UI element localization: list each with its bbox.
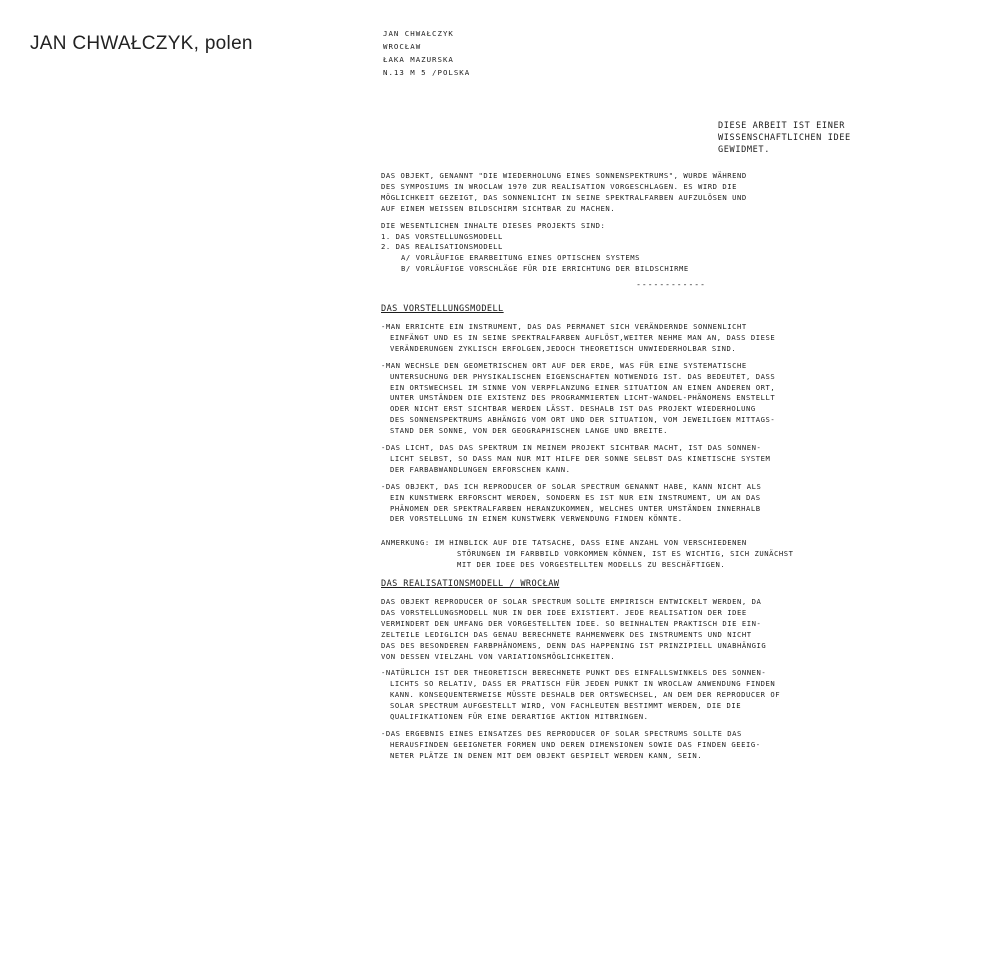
section-heading-realisationsmodell: DAS REALISATIONSMODELL / WROCŁAW — [381, 579, 560, 590]
text-line: LICHT SELBST, SO DASS MAN NUR MIT HILFE DER SONNE SELBST DAS KINETISCHE SYSTEM — [390, 453, 771, 463]
text-line: VERMINDERT DEN UMFANG DER VORGESTELLTEN IDEE. SO BEINHALTEN PRAKTISCH DIE EIN- — [381, 618, 762, 628]
text-line: -DAS LICHT, DAS DAS SPEKTRUM IN MEINEM PROJEKT SICHTBAR MACHT, IST DAS SONNEN- — [381, 443, 762, 453]
sender-address — [383, 27, 470, 79]
address-line: JAN CHWAŁCZYK — [383, 29, 454, 38]
text-line: -DAS OBJEKT, DAS ICH REPRODUCER OF SOLAR SPECTRUM GENANNT HABE, KANN NICHT ALS — [381, 481, 762, 491]
address-line: N.13 M 5 /POLSKA — [383, 68, 471, 77]
text-line: -MAN WECHSLE DEN GEOMETRISCHEN ORT AUF DER ERDE, WAS FÜR EINE SYSTEMATISCHE — [381, 360, 747, 370]
paragraph — [381, 597, 961, 662]
text-line: DES SYMPOSIUMS IN WROCLAW 1970 ZUR REALISATION VORGESCHLAGEN. ES WIRD DIE — [381, 181, 738, 191]
paragraph — [381, 482, 961, 526]
paragraph — [381, 729, 961, 762]
text-line: DES SONNENSPEKTRUMS ABHÄNGIG VOM ORT UND DER SITUATION, VOM JEWEILIGEN MITTAGS- — [390, 415, 776, 425]
paragraph — [381, 668, 961, 723]
text-line: NETER PLÄTZE IN DENEN MIT DEM OBJEKT GESPIELT WERDEN KANN, SEIN. — [390, 750, 703, 760]
list-subitem: A/ VORLÄUFIGE ERARBEITUNG EINES OPTISCHEN SYSTEMS — [401, 253, 640, 263]
document-body — [381, 171, 961, 768]
paragraph — [381, 322, 961, 355]
text-line: LICHTS SO RELATIV, DASS ER PRATISCH FÜR JEDEN PUNKT IN WROCLAW ANWENDUNG FINDEN — [390, 679, 776, 689]
text-line: DAS DES BESONDEREN FARBPHÄNOMENS, DENN DAS HAPPENING IST PRINZIPIELL UNABHÄNGIG — [381, 640, 767, 650]
text-line: VERÄNDERUNGEN ZYKLISCH ERFOLGEN,JEDOCH THEORETISCH UNWIEDERHOLBAR SIND. — [390, 343, 737, 353]
text-line: ODER NICHT ERST SICHTBAR WERDEN LÄSST. DESHALB IST DAS PROJEKT WIEDERHOLUNG — [390, 404, 756, 414]
note-paragraph — [381, 538, 961, 571]
intro-paragraph — [381, 171, 961, 215]
address-line: WROCŁAW — [383, 42, 422, 51]
address-line: ŁAKA MAZURSKA — [383, 55, 454, 64]
text-line: QUALIFIKATIONEN FÜR EINE DERARTIGE AKTION MITBRINGEN. — [390, 712, 649, 722]
text-line: DAS VORSTELLUNGSMODELL NUR IN DER IDEE EXISTIERT. JEDE REALISATION DER IDEE — [381, 607, 747, 617]
list-item: 1. DAS VORSTELLUNGSMODELL — [381, 231, 503, 241]
text-line: DER FARBABWANDLUNGEN ERFORSCHEN KANN. — [390, 464, 571, 474]
contents-list — [381, 221, 961, 276]
text-line: DAS OBJEKT, GENANNT "DIE WIEDERHOLUNG EINES SONNENSPEKTRUMS", WURDE WÄHREND — [381, 171, 747, 180]
text-line: MÖGLICHKEIT GEZEIGT, DAS SONNENLICHT IN SEINE SPEKTRALFARBEN AUFZULÖSEN UND — [381, 192, 747, 202]
dedication — [718, 120, 851, 156]
text-line: ANMERKUNG: IM HINBLICK AUF DIE TATSACHE, DASS EINE ANZAHL VON VERSCHIEDENEN — [381, 538, 747, 548]
dedication-line: WISSENSCHAFTLICHEN IDEE — [718, 133, 851, 143]
list-item: 2. DAS REALISATIONSMODELL — [381, 242, 503, 252]
artist-heading: JAN CHWAŁCZYK, polen — [30, 33, 253, 54]
paragraph — [381, 361, 961, 437]
text-line: VON DESSEN VIELZAHL VON VARIATIONSMÖGLICHKEITEN. — [381, 651, 616, 661]
text-line: PHÄNOMEN DER SPEKTRALFARBEN HERANZUKOMMEN, WELCHES UNTER UMSTÄNDEN INNERHALB — [390, 503, 761, 513]
text-line: STÖRUNGEN IM FARBBILD VORKOMMEN KÖNNEN, IST ES WICHTIG, SICH ZUNÄCHST — [457, 549, 794, 559]
paragraph — [381, 443, 961, 476]
contents-heading: DIE WESENTLICHEN INHALTE DIESES PROJEKTS SIND: — [381, 220, 606, 230]
text-line: -DAS ERGEBNIS EINES EINSATZES DES REPRODUCER OF SOLAR SPECTRUMS SOLLTE DAS — [381, 728, 742, 738]
text-line: ZELTEILE LEDIGLICH DAS GENAU BERECHNETE RAHMENWERK DES INSTRUMENTS UND NICHT — [381, 629, 752, 639]
text-line: EIN ORTSWECHSEL IM SINNE VON VERPFLANZUNG EINER SITUATION AN EINEN ANDEREN ORT, — [390, 382, 776, 392]
dedication-line: DIESE ARBEIT IST EINER — [718, 121, 846, 131]
text-line: UNTERSUCHUNG DER PHYSIKALISCHEN EIGENSCHAFTEN NOTWENDIG IST. DAS BEDEUTET, DASS — [390, 371, 776, 381]
text-line: AUF EINEM WEISSEN BILDSCHIRM SICHTBAR ZU MACHEN. — [381, 203, 616, 213]
text-line: SOLAR SPECTRUM AUFGESTELLT WIRD, VON FACHLEUTEN BESTIMMT WERDEN, DIE DIE — [390, 701, 742, 711]
text-line: KANN. KONSEQUENTERWEISE MÜSSTE DESHALB DER ORTSWECHSEL, AN DEM DER REPRODUCER OF — [390, 690, 781, 700]
text-line: EIN KUNSTWERK ERFORSCHT WERDEN, SONDERN ES IST NUR EIN INSTRUMENT, UM AN DAS — [390, 492, 761, 502]
text-line: HERAUSFINDEN GEEIGNETER FORMEN UND DEREN DIMENSIONEN SOWIE DAS FINDEN GEEIG- — [390, 739, 761, 749]
section-heading-vorstellungsmodell: DAS VORSTELLUNGSMODELL — [381, 304, 504, 315]
text-line: DER VORSTELLUNG IN EINEM KUNSTWERK VERWENDUNG FINDEN KÖNNTE. — [390, 514, 683, 524]
separator-line: ------------ — [636, 280, 706, 290]
dedication-line: GEWIDMET. — [718, 145, 770, 155]
text-line: DAS OBJEKT REPRODUCER OF SOLAR SPECTRUM SOLLTE EMPIRISCH ENTWICKELT WERDEN, DA — [381, 597, 762, 606]
text-line: STAND DER SONNE, VON DER GEOGRAPHISCHEN LANGE UND BREITE. — [390, 426, 669, 436]
text-line: -MAN ERRICHTE EIN INSTRUMENT, DAS DAS PERMANET SICH VERÄNDERNDE SONNENLICHT — [381, 321, 747, 331]
text-line: -NATÜRLICH IST DER THEORETISCH BERECHNETE PUNKT DES EINFALLSWINKELS DES SONNEN- — [381, 668, 767, 678]
list-subitem: B/ VORLÄUFIGE VORSCHLÄGE FÜR DIE ERRICHTUNG DER BILDSCHIRME — [401, 264, 689, 274]
text-line: EINFÄNGT UND ES IN SEINE SPEKTRALFARBEN AUFLÖST,WEITER NEHME MAN AN, DASS DIESE — [390, 332, 776, 342]
text-line: MIT DER IDEE DES VORGESTELLTEN MODELLS ZU BESCHÄFTIGEN. — [457, 560, 726, 570]
text-line: UNTER UMSTÄNDEN DIE EXISTENZ DES PROGRAMMIERTEN LICHT-WANDEL-PHÄNOMENS ENSTELLT — [390, 393, 776, 403]
